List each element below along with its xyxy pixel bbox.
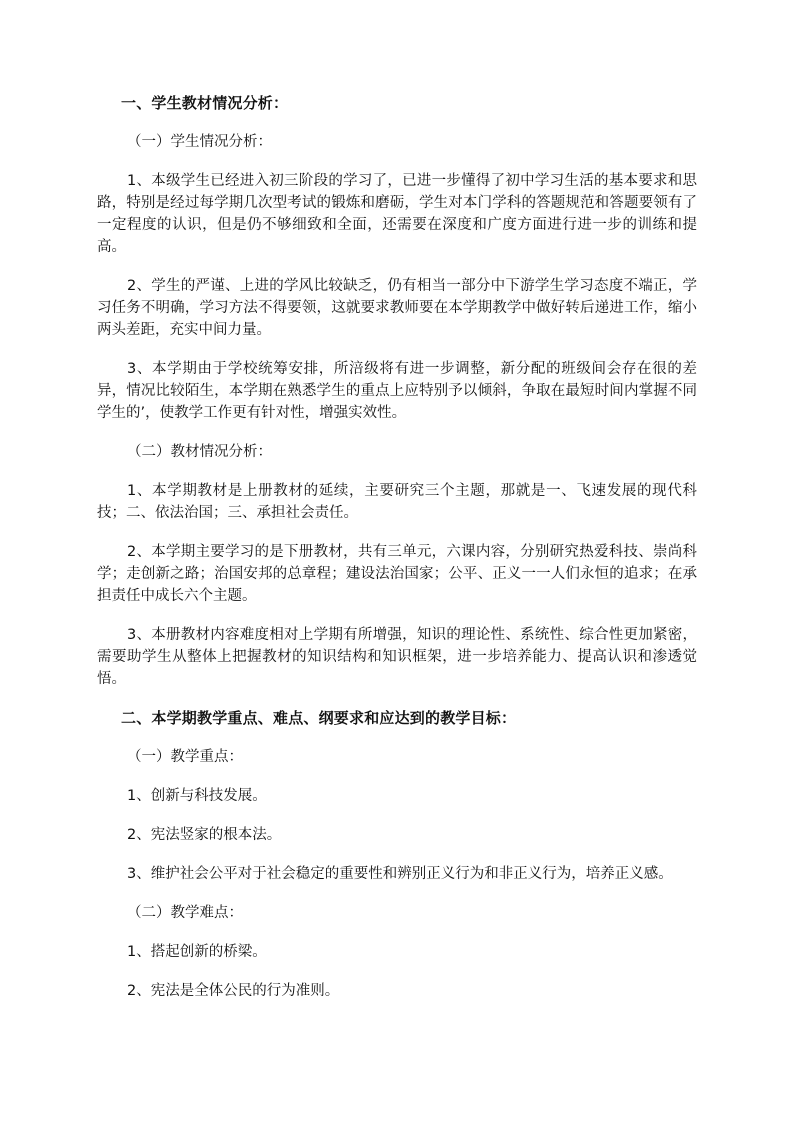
subheading-textbook-analysis: （二）教材情况分析： [127, 444, 272, 460]
section-heading-goals: 二、本学期教学重点、难点、纲要求和应达到的教学目标： [121, 709, 517, 727]
difficulty-item-2: 2、宪法是全体公民的行为准则。 [127, 983, 340, 999]
key-point-item-3: 3、维护社会公平对于社会稳定的重要性和辨别正义行为和非正义行为，培养正义感。 [127, 866, 673, 882]
section-heading-analysis: 一、学生教材情况分析： [121, 94, 289, 112]
paragraph-textbook-2: 2、本学期主要学习的是下册教材，共有三单元，六课内容，分别研究热爱科技、崇尚科学；走创新之路；治国安邦的总章程；建设法治国家；公平、正义一一人们永恒的追求；在承担责任中成长六个主题。 [97, 544, 697, 604]
document-page [97, 92, 697, 1019]
paragraph-textbook-1: 1、本学期教材是上册教材的延续，主要研究三个主题，那就是一、飞速发展的现代科技；二、依法治国；三、承担社会责任。 [97, 483, 697, 521]
difficulty-item-1: 1、搭起创新的桥梁。 [127, 944, 267, 960]
paragraph-textbook-3: 3、本册教材内容难度相对上学期有所增强，知识的理论性、系统性、综合性更加紧密，需要助学生从整体上把握教材的知识结构和知识框架，进一步培养能力、提高认识和渗透觉悟。 [97, 627, 697, 687]
subheading-student-analysis: （一）学生情况分析： [127, 134, 272, 150]
key-point-item-1: 1、创新与科技发展。 [127, 788, 267, 804]
subheading-difficulties: （二）教学难点： [127, 905, 243, 921]
key-point-item-2: 2、宪法竖家的根本法。 [127, 827, 282, 843]
paragraph-student-1: 1、本级学生已经进入初三阶段的学习了，已进一步懂得了初中学习生活的基本要求和思路，特别是经过每学期几次型考试的锻炼和磨砺，学生对本门学科的答题规范和答题要领有了一定程度的认识，但是仍不够细致和全面，还需要在深度和广度方面进行进一步的训练和提高。 [97, 173, 697, 255]
paragraph-student-3: 3、本学期由于学校统筹安排，所涪级将有进一步调整，新分配的班级间会存在很的差异，情况比较陌生，本学期在熟悉学生的重点上应特别予以倾斜，争取在最短时间内掌握不同学生的’，使教学工作更有针对性，增强实效性。 [97, 361, 697, 421]
paragraph-student-2: 2、学生的严谨、上进的学风比较缺乏，仍有相当一部分中下游学生学习态度不端正，学习任务不明确，学习方法不得要领，这就要求教师要在本学期教学中做好转后递进工作，缩小两头差距，充实中间力量。 [97, 278, 697, 338]
subheading-key-points: （一）教学重点： [127, 749, 243, 765]
